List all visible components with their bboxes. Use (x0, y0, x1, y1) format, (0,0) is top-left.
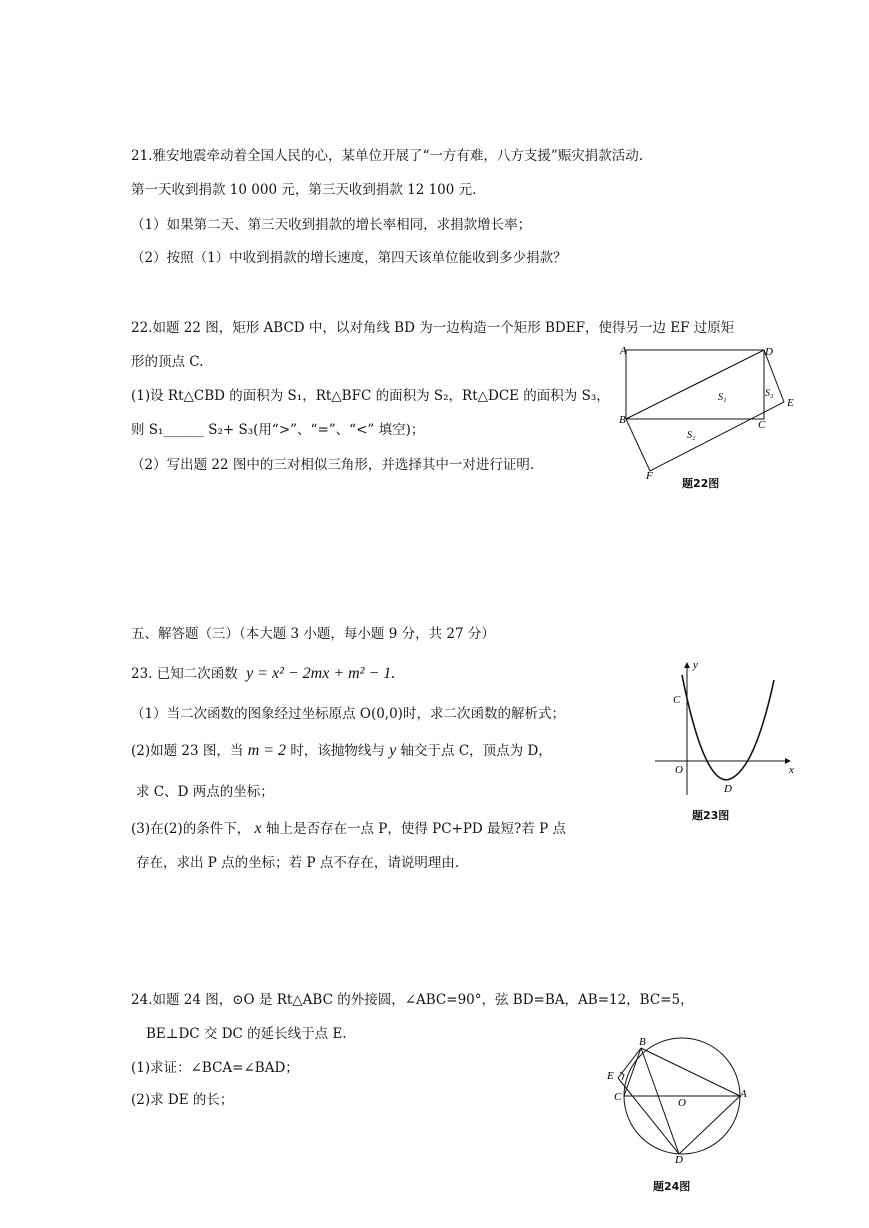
q23-part1: （1）当二次函数的图象经过坐标原点 O(0,0)时，求二次函数的解析式； (131, 706, 565, 722)
fig24-label-e: E (607, 1070, 614, 1082)
q23-prefix: 23. 已知二次函数 (131, 666, 238, 682)
q24-part1: (1)求证：∠BCA=∠BAD； (131, 1060, 299, 1076)
fig22-label-f: F (646, 470, 653, 480)
fig23-label-o: O (675, 764, 683, 776)
fig24-label-c: C (614, 1091, 622, 1103)
fig23-label-d: D (724, 783, 732, 795)
q24-line1: 24.如题 24 图，⊙O 是 Rt△ABC 的外接圆，∠ABC=90°，弦 BD=BA，AB=12，BC=5， (131, 992, 694, 1008)
q22-figure-caption: 题22图 (682, 477, 720, 490)
fig24-label-b: B (639, 1036, 646, 1048)
fig24-label-d: D (675, 1154, 683, 1164)
section5-heading: 五、解答题（三）（本大题 3 小题，每小题 9 分，共 27 分） (131, 626, 495, 642)
q22-part1: (1)设 Rt△CBD 的面积为 S₁，Rt△BFC 的面积为 S₂，Rt△DCE 的面积为 S₃， (131, 388, 610, 404)
q22-part2: （2）写出题 22 图中的三对相似三角形，并选择其中一对进行证明. (131, 457, 535, 473)
fig23-label-y: y (693, 659, 698, 671)
rect-bdef (626, 350, 784, 471)
fig22-label-b: B (619, 414, 626, 426)
q23-part2-a: (2)如题 23 图，当 (131, 743, 244, 759)
q24-figure-caption: 题24图 (653, 1180, 691, 1193)
q21-line1: 21.雅安地震牵动着全国人民的心，某单位开展了“一方有难，八方支援”赈灾捐款活动. (131, 148, 644, 164)
q23-part3-x: x (254, 820, 262, 837)
right-angle-mark (620, 1072, 624, 1080)
fig23-label-x: x (789, 764, 794, 776)
fig22-label-s1: S₁ (718, 392, 727, 403)
q23-part3 (131, 819, 566, 839)
q23-part3-c: 存在，求出 P 点的坐标；若 P 点不存在，请说明理由. (136, 855, 460, 871)
q23-formula: y = x² − 2mx + m² − 1. (246, 665, 396, 682)
q23-figure-caption: 题23图 (692, 809, 730, 822)
q23-stem (131, 664, 395, 684)
fig22-label-s3: S₃ (765, 388, 774, 399)
fig22-label-e: E (787, 397, 794, 409)
chord-ad (679, 1096, 740, 1154)
fig24-label-o: O (678, 1097, 686, 1109)
fig24-label-a: A (740, 1088, 747, 1100)
q24-line2: BE⊥DC 交 DC 的延长线于点 E. (146, 1026, 347, 1042)
q23-part2-c: 轴交于点 C，顶点为 D， (400, 743, 552, 759)
fig23-label-c: C (673, 694, 681, 706)
q21-line2: 第一天收到捐款 10 000 元，第三天收到捐款 12 100 元. (131, 182, 477, 198)
q23-part2-m: m = 2 (247, 742, 287, 759)
fig22-label-d: D (765, 346, 773, 358)
parabola-curve (682, 675, 774, 780)
q23-part3-a: (3)在(2)的条件下， (131, 821, 251, 837)
q22-figure (612, 340, 812, 480)
q24-part2: (2)求 DE 的长； (131, 1092, 234, 1108)
q24-figure (600, 1034, 760, 1164)
q23-figure (650, 655, 800, 805)
q21-part2: （2）按照（1）中收到捐款的增长速度，第四天该单位能收到多少捐款？ (131, 250, 567, 266)
q23-part2-y: y (389, 742, 397, 759)
q22-line1: 22.如题 22 图，矩形 ABCD 中，以对角线 BD 为一边构造一个矩形 BDEF，使得另一边 EF 过原矩 (131, 320, 735, 336)
q22-line2: 形的顶点 C. (131, 354, 204, 370)
q22-part1b: 则 S₁______ S₂+ S₃(用“>”、“=”、“<” 填空)； (131, 422, 425, 438)
fig22-label-s2: S₂ (687, 430, 696, 441)
q23-part2 (131, 741, 552, 761)
fig22-label-a: A (620, 345, 627, 357)
q23-part2-b: 时，该抛物线与 (290, 743, 385, 759)
q21-part1: （1）如果第二天、第三天收到捐款的增长率相同，求捐款增长率； (131, 217, 532, 233)
fig22-label-c: C (758, 419, 766, 431)
q23-part2-d: 求 C、D 两点的坐标； (136, 784, 274, 800)
q23-part3-b: 轴上是否存在一点 P，使得 PC+PD 最短?若 P 点 (265, 821, 566, 837)
